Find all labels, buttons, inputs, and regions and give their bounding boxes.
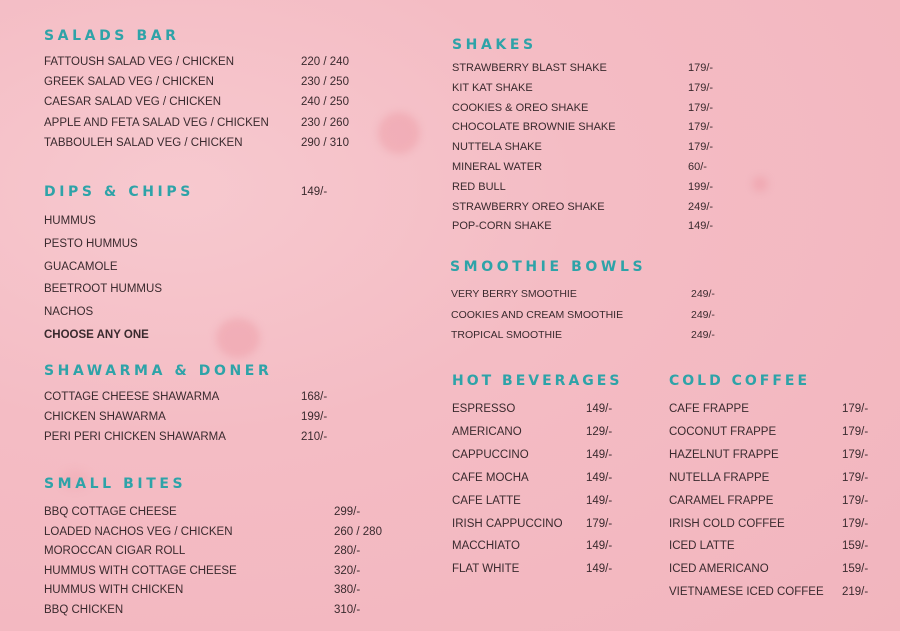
item-price: 129/-	[586, 425, 613, 438]
item-price: 260 / 280	[334, 525, 382, 538]
item-name: COCONUT FRAPPE	[669, 425, 777, 438]
section-title-hot-beverages: HOT BEVERAGES	[452, 373, 623, 389]
item-name: POP-CORN SHAKE	[452, 220, 552, 233]
section-title-cold-coffee: COLD COFFEE	[669, 373, 811, 389]
item-name: FATTOUSH SALAD VEG / CHICKEN	[44, 56, 235, 68]
item-price: 179/-	[688, 62, 714, 74]
item-name: PERI PERI CHICKEN SHAWARMA	[44, 431, 226, 443]
item-name: TABBOULEH SALAD VEG / CHICKEN	[44, 136, 243, 149]
item-name: RED BULL	[452, 180, 506, 193]
item-name: COOKIES AND CREAM SMOOTHIE	[451, 308, 624, 321]
dip-item: GUACAMOLE	[44, 260, 118, 273]
dips-price: 149/-	[301, 186, 328, 198]
item-name: LOADED NACHOS VEG / CHICKEN	[44, 525, 233, 538]
item-name: MACCHIATO	[452, 540, 520, 553]
item-price: 168/-	[301, 391, 328, 403]
item-price: 290 / 310	[301, 136, 349, 149]
item-price: 230 / 260	[301, 116, 349, 129]
item-name: HUMMUS WITH COTTAGE CHEESE	[44, 564, 237, 577]
item-price: 159/-	[842, 540, 869, 553]
item-name: IRISH COLD COFFEE	[669, 517, 785, 530]
item-price: 149/-	[586, 563, 613, 576]
item-price: 249/-	[691, 329, 715, 341]
item-price: 159/-	[842, 563, 869, 576]
item-price: 179/-	[842, 471, 869, 484]
item-price: 299/-	[334, 506, 361, 518]
item-price: 249/-	[691, 288, 715, 300]
dip-item: BEETROOT HUMMUS	[44, 283, 162, 296]
item-name: CAFE MOCHA	[452, 471, 529, 484]
section-title-shakes: SHAKES	[452, 37, 537, 53]
item-name: MOROCCAN CIGAR ROLL	[44, 545, 186, 558]
item-price: 310/-	[334, 604, 361, 616]
section-title-salads: SALADS BAR	[44, 28, 180, 44]
item-name: STRAWBERRY OREO SHAKE	[452, 200, 605, 213]
item-name: NUTELLA FRAPPE	[669, 471, 770, 484]
item-price: 179/-	[688, 121, 714, 134]
watercolor-blot	[378, 112, 420, 154]
item-name: BBQ CHICKEN	[44, 604, 124, 616]
item-price: 249/-	[688, 200, 714, 213]
item-name: BBQ COTTAGE CHEESE	[44, 506, 177, 518]
item-name: MINERAL WATER	[452, 161, 543, 173]
item-name: STRAWBERRY BLAST SHAKE	[452, 62, 607, 74]
item-price: 179/-	[688, 81, 714, 94]
item-price: 199/-	[688, 180, 714, 193]
item-name: ICED AMERICANO	[669, 563, 769, 576]
section-title-small-bites: SMALL BITES	[44, 476, 187, 492]
item-name: COTTAGE CHEESE SHAWARMA	[44, 391, 220, 403]
item-price: 179/-	[842, 403, 869, 415]
item-name: GREEK SALAD VEG / CHICKEN	[44, 76, 214, 89]
item-price: 179/-	[842, 448, 869, 461]
item-name: APPLE AND FETA SALAD VEG / CHICKEN	[44, 116, 269, 129]
item-name: TROPICAL SMOOTHIE	[451, 329, 563, 341]
item-price: 179/-	[586, 517, 613, 530]
watercolor-blot	[216, 318, 260, 358]
dip-item: PESTO HUMMUS	[44, 237, 138, 250]
item-name: CAFE FRAPPE	[669, 403, 749, 415]
item-name: HUMMUS WITH CHICKEN	[44, 584, 184, 597]
item-price: 179/-	[842, 517, 869, 530]
item-price: 149/-	[586, 540, 613, 553]
item-price: 179/-	[842, 494, 869, 507]
item-name: VERY BERRY SMOOTHIE	[451, 288, 577, 300]
item-price: 219/-	[842, 586, 869, 599]
item-price: 380/-	[334, 584, 361, 597]
dips-note: CHOOSE ANY ONE	[44, 329, 149, 341]
item-price: 149/-	[688, 220, 714, 233]
item-name: HAZELNUT FRAPPE	[669, 448, 779, 461]
item-name: CAFE LATTE	[452, 494, 521, 507]
item-price: 179/-	[688, 101, 714, 114]
item-price: 179/-	[842, 425, 869, 438]
watercolor-blot	[752, 176, 768, 192]
item-price: 240 / 250	[301, 96, 349, 109]
item-price: 149/-	[586, 403, 613, 415]
item-price: 220 / 240	[301, 56, 349, 68]
item-name: KIT KAT SHAKE	[452, 81, 533, 94]
item-name: VIETNAMESE ICED COFFEE	[669, 586, 824, 599]
item-price: 149/-	[586, 448, 613, 461]
item-price: 210/-	[301, 431, 328, 443]
item-name: CARAMEL FRAPPE	[669, 494, 774, 507]
item-name: CAPPUCCINO	[452, 448, 529, 461]
item-name: CHOCOLATE BROWNIE SHAKE	[452, 121, 616, 134]
item-price: 60/-	[688, 161, 707, 173]
item-price: 280/-	[334, 545, 361, 558]
section-title-dips: DIPS & CHIPS	[44, 184, 194, 200]
item-price: 230 / 250	[301, 76, 349, 89]
item-name: ESPRESSO	[452, 403, 516, 415]
item-name: ICED LATTE	[669, 540, 735, 553]
item-name: IRISH CAPPUCCINO	[452, 517, 563, 530]
item-name: COOKIES & OREO SHAKE	[452, 101, 589, 114]
section-title-shawarma: SHAWARMA & DONER	[44, 363, 273, 379]
item-price: 179/-	[688, 141, 714, 154]
item-price: 149/-	[586, 494, 613, 507]
section-title-smoothie: SMOOTHIE BOWLS	[450, 259, 647, 275]
item-price: 249/-	[691, 308, 715, 321]
item-name: NUTTELA SHAKE	[452, 141, 542, 154]
item-price: 199/-	[301, 411, 328, 423]
item-name: FLAT WHITE	[452, 563, 520, 576]
dip-item: HUMMUS	[44, 215, 96, 227]
item-name: CAESAR SALAD VEG / CHICKEN	[44, 96, 222, 109]
item-name: AMERICANO	[452, 425, 522, 438]
item-price: 149/-	[586, 471, 613, 484]
item-price: 320/-	[334, 564, 361, 577]
item-name: CHICKEN SHAWARMA	[44, 411, 166, 423]
dip-item: NACHOS	[44, 306, 94, 319]
